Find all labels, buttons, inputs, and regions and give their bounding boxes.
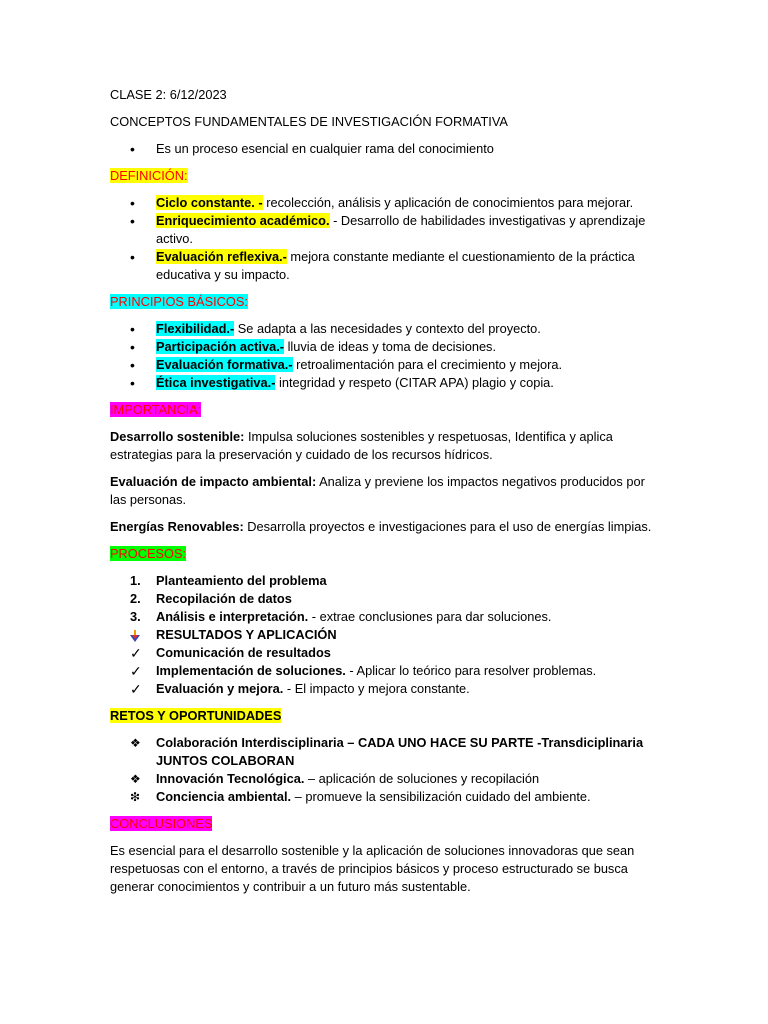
section-heading-principios: PRINCIPIOS BÁSICOS: [110,294,248,309]
checkmark-icon: ✓ [130,681,142,697]
list-item: ❇ Conciencia ambiental. – promueve la sensibilización cuidado del ambiente. [130,789,591,804]
section-heading-importancia: IMPORTANCIA: [110,402,202,417]
section-heading-retos: RETOS Y OPORTUNIDADES [110,708,282,723]
class-date: CLASE 2: 6/12/2023 [110,87,227,102]
intro-list [110,140,655,158]
bullet-icon [130,356,150,375]
bullet-icon [130,320,150,339]
list-item: • Ética investigativa.- integridad y respeto (CITAR APA) plagio y copia. [110,374,655,392]
diamond-outline-bullet-icon: ❇ [130,790,141,804]
definicion-list [110,194,655,284]
document-title: CONCEPTOS FUNDAMENTALES DE INVESTIGACIÓN FORMATIVA [110,114,508,129]
list-item: • Participación activa.- lluvia de ideas y toma de decisiones. [110,338,655,356]
bullet-icon [130,248,150,267]
diamond-bullet-icon: ❖ [130,772,141,786]
list-item: • Evaluación reflexiva.- mejora constante mediante el cuestionamiento de la práctica educativa y su impacto. [110,248,655,284]
list-item: 2. Recopilación de datos [130,591,292,606]
bullet-icon [130,194,150,213]
list-item: • Es un proceso esencial en cualquier rama del conocimiento [110,140,655,158]
conclusion-paragraph: Es esencial para el desarrollo sostenible y la aplicación de soluciones innovadoras que sean respetuosas con el entorno, a través de principios básicos y proceso estructurado se busca generar conocimientos y contribuir a un futuro más sustentable. [110,843,635,894]
list-item: ❖ Colaboración Interdisciplinaria – CADA UNO HACE SU PARTE -Transdiciplinaria JUNTOS COLABORAN [130,735,644,768]
list-item: ❖ Innovación Tecnológica. – aplicación de soluciones y recopilación [130,771,540,786]
list-item: • Enriquecimiento académico. - Desarrollo de habilidades investigativas y aprendizaje activo. [110,212,655,248]
list-item: ✓ Evaluación y mejora. - El impacto y mejora constante. [130,681,470,697]
procesos-numbered-list [110,572,655,626]
list-item: 1. Planteamiento del problema [130,573,327,588]
arrow-down-icon [130,626,150,644]
bullet-icon [130,374,150,393]
bullet-icon [130,338,150,357]
list-item: • Flexibilidad.- Se adapta a las necesidades y contexto del proyecto. [110,320,655,338]
list-item: • Evaluación formativa.- retroalimentación para el crecimiento y mejora. [110,356,655,374]
paragraph-impacto: Evaluación de impacto ambiental: Analiza y previene los impactos negativos producidos por las personas. [110,474,645,507]
retos-list [110,734,655,806]
principios-list [110,320,655,392]
bullet-icon [130,140,150,159]
procesos-check-list [110,626,655,698]
list-item: ✓ Implementación de soluciones. - Aplicar lo teórico para resolver problemas. [130,663,597,679]
paragraph-desarrollo: Desarrollo sostenible: Impulsa soluciones sostenibles y respetuosas, Identifica y aplica estrategias para la preservación y cuidado de los recursos hídricos. [110,429,613,462]
paragraph-energias: Energías Renovables: Desarrolla proyectos e investigaciones para el uso de energías limpias. [110,519,652,534]
checkmark-icon: ✓ [130,663,142,679]
list-item: 3. Análisis e interpretación. - extrae conclusiones para dar soluciones. [130,609,552,624]
bullet-icon [130,212,150,231]
list-item: RESULTADOS Y APLICACIÓN [110,626,655,644]
list-item: • Ciclo constante. - recolección, análisis y aplicación de conocimientos para mejorar. [110,194,655,212]
section-heading-conclusiones: CONCLUSIONES [110,816,213,831]
list-item: ✓ Comunicación de resultados [130,645,331,661]
document-page [110,86,655,896]
section-heading-definicion: DEFINICIÓN: [110,168,188,183]
section-heading-procesos: PROCESOS: [110,546,187,561]
checkmark-icon: ✓ [130,645,142,661]
diamond-bullet-icon: ❖ [130,736,141,750]
